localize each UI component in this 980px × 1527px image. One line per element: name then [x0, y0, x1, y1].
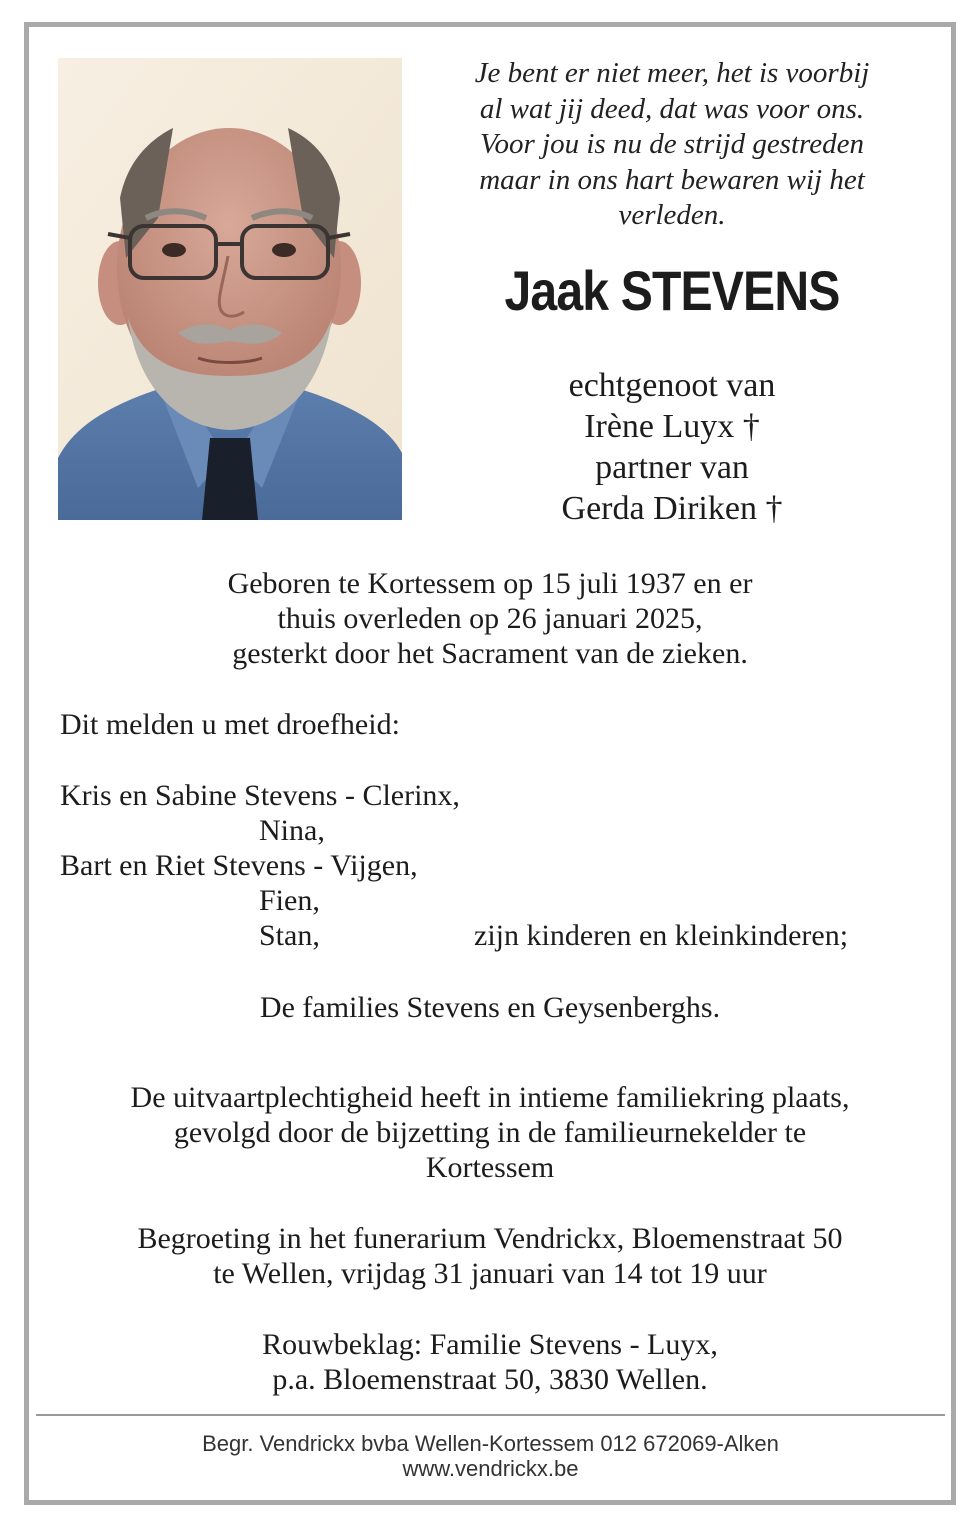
- birth-death-line: Geboren te Kortessem op 15 juli 1937 en er: [227, 567, 753, 600]
- ceremony-line: Kortessem: [425, 1151, 555, 1184]
- relation-line: Irène Luyx †: [584, 408, 760, 445]
- ceremony-line: gevolgd door de bijzetting in de familieurnekelder te: [173, 1116, 807, 1149]
- visitation-line: te Wellen, vrijdag 31 januari van 14 tot 19 uur: [213, 1257, 767, 1290]
- footer-website: www.vendrickx.be: [402, 1456, 579, 1481]
- footer-divider: [36, 1414, 945, 1416]
- visitation-line: Begroeting in het funerarium Vendrickx, Bloemenstraat 50: [137, 1222, 843, 1255]
- relation-line: Gerda Diriken †: [561, 490, 783, 527]
- family-line: Fien,: [259, 884, 320, 917]
- announcement-text: Dit melden u met droefheid:: [60, 708, 400, 741]
- poem-line: Voor jou is nu de strijd gestreden: [480, 128, 864, 160]
- condolence-line: Rouwbeklag: Familie Stevens - Luyx,: [262, 1328, 718, 1361]
- ceremony-text: [40, 1080, 940, 1185]
- birth-death-text: [40, 566, 940, 671]
- poem-line: maar in ons hart bewaren wij het: [479, 163, 865, 196]
- poem-line: verleden.: [618, 199, 726, 231]
- poem-line: al wat jij deed, dat was voor ons.: [479, 92, 865, 125]
- birth-death-line: gesterkt door het Sacrament van de zieken.: [232, 637, 748, 670]
- families-line: De families Stevens en Geysenberghs.: [259, 991, 721, 1024]
- relation-line: echtgenoot van: [568, 367, 776, 404]
- condolence-text: [40, 1327, 940, 1397]
- visitation-text: [40, 1221, 940, 1291]
- footer-company: Begr. Vendrickx bvba Wellen-Kortessem 012 672069-Alken: [202, 1431, 779, 1456]
- ceremony-line: De uitvaartplechtigheid heeft in intieme familiekring plaats,: [130, 1081, 850, 1114]
- families-text: [40, 990, 940, 1025]
- family-line: Stan,: [259, 919, 320, 952]
- memorial-poem: [430, 56, 914, 234]
- relation-line: partner van: [595, 449, 749, 486]
- birth-death-line: thuis overleden op 26 januari 2025,: [277, 602, 703, 635]
- family-row-stan: [60, 918, 960, 953]
- family-line: Nina,: [259, 814, 325, 847]
- relations: [430, 365, 914, 529]
- family-line: Bart en Riet Stevens - Vijgen,: [60, 849, 418, 882]
- footer: [36, 1431, 945, 1481]
- family-list: [60, 778, 960, 953]
- children-note: zijn kinderen en kleinkinderen;: [474, 919, 849, 952]
- condolence-line: p.a. Bloemenstraat 50, 3830 Wellen.: [272, 1363, 708, 1396]
- announcement: [60, 707, 960, 742]
- family-line: Kris en Sabine Stevens - Clerinx,: [60, 779, 460, 812]
- deceased-name: Jaak STEVENS: [504, 259, 840, 322]
- poem-line: Je bent er niet meer, het is voorbij: [474, 57, 870, 89]
- portrait-photo: [58, 58, 402, 520]
